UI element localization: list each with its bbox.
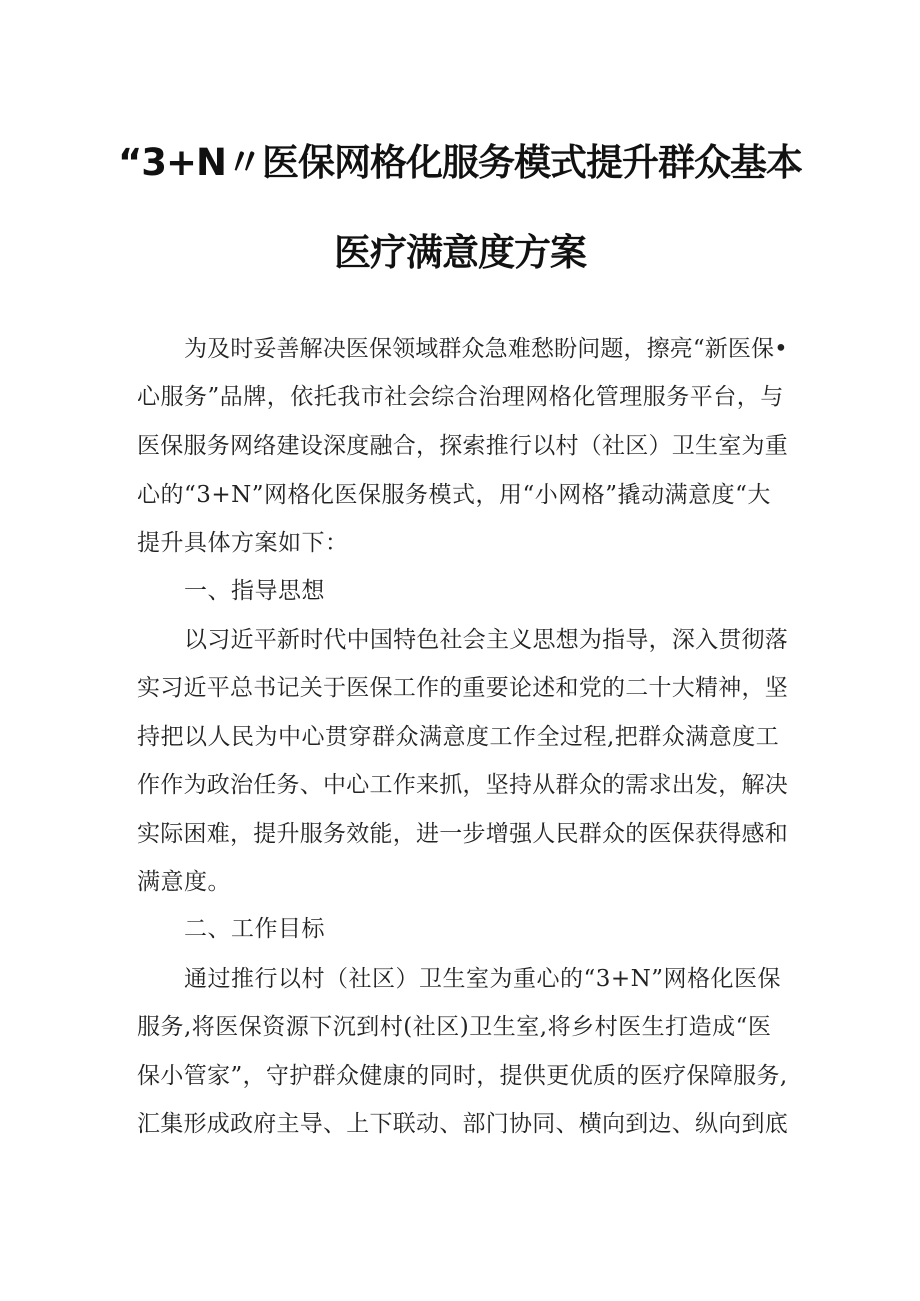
section-heading: 二、工作目标 bbox=[184, 916, 325, 942]
body-line: 汇集形成政府主导、上下联动、部门协同、横向到边、纵向到底 bbox=[137, 1111, 788, 1137]
body-line: 心服务”品牌，依托我市社会综合治理网格化管理服务平台，与 bbox=[137, 384, 784, 410]
body-line: 保小管家”，守护群众健康的同时，提供更优质的医疗保障服务, bbox=[137, 1063, 788, 1089]
body-line: 为及时妥善解决医保领域群众急难愁盼问题，擦亮“新医保• bbox=[184, 336, 788, 362]
body-line: 提升具体方案如下： bbox=[137, 530, 349, 556]
body-line: 心的“3+N”网格化医保服务模式，用“小网格”撬动满意度“大 bbox=[137, 482, 771, 508]
body-line: 实际困难，提升服务效能，进一步增强人民群众的医保获得感和 bbox=[137, 821, 788, 847]
body-line: 持把以人民为中心贯穿群众满意度工作全过程,把群众满意度工 bbox=[137, 724, 780, 750]
body-line: 作作为政治任务、中心工作来抓，坚持从群众的需求出发，解决 bbox=[137, 772, 788, 798]
section-heading: 一、指导思想 bbox=[184, 578, 325, 604]
document-title-line-1: “3+N〃医保网格化服务模式提升群众基本 bbox=[117, 141, 803, 184]
body-line: 满意度。 bbox=[137, 869, 231, 895]
body-line: 医保服务网络建设深度融合，探索推行以村（社区）卫生室为重 bbox=[137, 433, 788, 459]
body-line: 实习近平总书记关于医保工作的重要论述和党的二十大精神，坚 bbox=[137, 675, 788, 701]
body-line: 服务,将医保资源下沉到村(社区)卫生室,将乡村医生打造成“医 bbox=[137, 1014, 772, 1040]
document-title-line-2: 医疗满意度方案 bbox=[334, 231, 586, 274]
body-line: 以习近平新时代中国特色社会主义思想为指导，深入贯彻落 bbox=[184, 627, 788, 653]
body-line: 通过推行以村（社区）卫生室为重心的“3+N”网格化医保 bbox=[184, 966, 782, 992]
